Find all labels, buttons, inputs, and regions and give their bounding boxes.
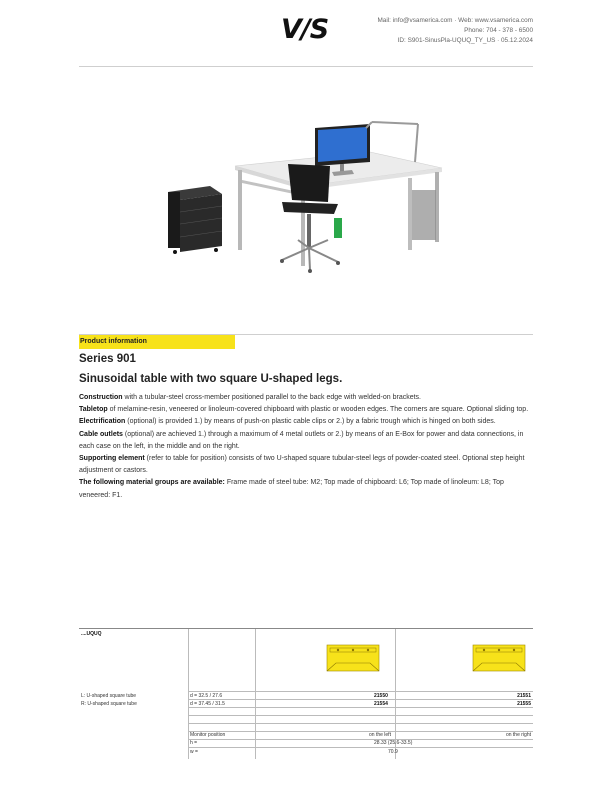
product-description	[79, 392, 534, 502]
product-subtitle: Sinusoidal table with two square U-shaped legs.	[79, 373, 343, 385]
sinusoidal-table	[235, 152, 442, 266]
monitor-left-value: on the left	[369, 732, 391, 738]
w-value: 70.9	[388, 749, 398, 755]
desc-construction: Construction with a tubular-steel cross-member positioned parallel to the back edge with welded-on brackets.	[79, 394, 421, 401]
header-divider	[79, 66, 533, 67]
leg-diagram-right	[472, 641, 526, 675]
monitor-right-value: on the right	[505, 732, 531, 738]
h-value: 28.33 (25.6-33.5)	[374, 740, 413, 746]
desc-material-groups: The following material groups are available: Frame made of steel tube: M2; Top made of chipboard: L6; Top made of linoleum: L8; Top veneered: F1.	[79, 479, 504, 499]
mail-web-line: Mail: info@vsamerica.com · Web: www.vsamerica.com	[377, 17, 533, 24]
row2-label: d = 37.45 / 31.5	[190, 701, 225, 707]
contact-info	[377, 16, 533, 46]
leg-diagram-left	[326, 641, 380, 675]
phone-line: Phone: 704 - 378 - 6500	[464, 27, 533, 34]
product-information-badge: Product information	[79, 335, 235, 349]
desc-supporting-element: Supporting element (refer to table for position) consists of two U-shaped square tubular-steel legs of powder-coated steel. Optional step height adjustment or castors.	[79, 455, 525, 475]
row2-right-code: 21555	[517, 701, 531, 707]
desc-electrification: Electrification (optional) is provided 1.) by means of push-on plastic cable clips or 2.) by a fabric trough which is hinged on both sides.	[79, 418, 496, 426]
row1-left-code: 21550	[374, 693, 388, 699]
leg-left-label: L: U-shaped square tube	[81, 693, 137, 699]
monitor-position-label: Monitor position	[190, 732, 226, 738]
w-label: w =	[190, 749, 198, 755]
h-label: h =	[190, 740, 198, 746]
row1-right-code: 21551	[517, 693, 531, 699]
mobile-pedestal	[168, 186, 222, 254]
spec-table	[79, 628, 533, 759]
desc-cable-outlets: Cable outlets (optional) are achieved 1.) through a maximum of 4 metal outlets or 2.) by means of an E-Box for power and data connections, in each case on the left, in the middle and on the right.	[79, 430, 524, 450]
desc-tabletop: Tabletop of melamine-resin, veneered or linoleum-covered chipboard with plastic or wooden edges. The corners are square. Optional sliding top.	[79, 406, 529, 414]
vs-logo: V/S	[281, 14, 329, 45]
product-illustration	[160, 110, 460, 285]
row2-left-code: 21554	[374, 701, 388, 707]
document-id-line: ID: S901-SinusPla-UQUQ_TY_US · 05.12.2024	[397, 37, 533, 44]
row1-label: d = 32.5 / 27.6	[190, 693, 223, 699]
leg-right-label: R: U-shaped square tube	[81, 701, 137, 707]
spec-code: ....UQUQ	[81, 631, 102, 637]
series-title: Series 901	[79, 353, 136, 365]
